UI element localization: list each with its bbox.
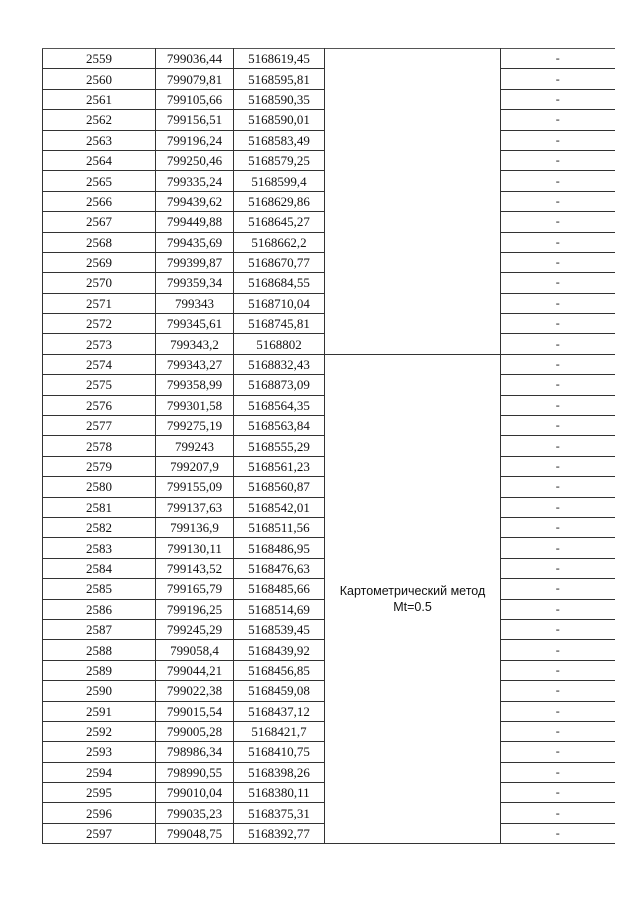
dash-cell: -: [501, 762, 615, 782]
x-coordinate-cell: 799130,11: [156, 538, 234, 558]
dash-cell: -: [501, 273, 615, 293]
x-coordinate-cell: 799048,75: [156, 823, 234, 843]
point-number-cell: 2564: [43, 150, 156, 170]
dash-cell: -: [501, 416, 615, 436]
point-number-cell: 2578: [43, 436, 156, 456]
point-number-cell: 2586: [43, 599, 156, 619]
dash-cell: -: [501, 69, 615, 89]
y-coordinate-cell: 5168629,86: [234, 191, 325, 211]
y-coordinate-cell: 5168684,55: [234, 273, 325, 293]
x-coordinate-cell: 799435,69: [156, 232, 234, 252]
point-number-cell: 2574: [43, 354, 156, 374]
y-coordinate-cell: 5168579,25: [234, 150, 325, 170]
y-coordinate-cell: 5168560,87: [234, 477, 325, 497]
x-coordinate-cell: 799036,44: [156, 49, 234, 69]
x-coordinate-cell: 799196,25: [156, 599, 234, 619]
x-coordinate-cell: 799359,34: [156, 273, 234, 293]
dash-cell: -: [501, 171, 615, 191]
method-accuracy: Mt=0.5: [393, 600, 432, 615]
x-coordinate-cell: 799343,27: [156, 354, 234, 374]
y-coordinate-cell: 5168561,23: [234, 456, 325, 476]
x-coordinate-cell: 799439,62: [156, 191, 234, 211]
y-coordinate-cell: 5168485,66: [234, 579, 325, 599]
y-coordinate-cell: 5168563,84: [234, 416, 325, 436]
y-coordinate-cell: 5168459,08: [234, 681, 325, 701]
x-coordinate-cell: 798990,55: [156, 762, 234, 782]
point-number-cell: 2575: [43, 375, 156, 395]
x-coordinate-cell: 799005,28: [156, 721, 234, 741]
method-cell-empty: [325, 49, 501, 355]
method-cell: [325, 354, 501, 843]
point-number-cell: 2559: [43, 49, 156, 69]
dash-cell: -: [501, 436, 615, 456]
point-number-cell: 2573: [43, 334, 156, 354]
dash-cell: -: [501, 497, 615, 517]
x-coordinate-cell: 799335,24: [156, 171, 234, 191]
dash-cell: -: [501, 354, 615, 374]
point-number-cell: 2565: [43, 171, 156, 191]
dash-cell: -: [501, 252, 615, 272]
x-coordinate-cell: 799358,99: [156, 375, 234, 395]
point-number-cell: 2584: [43, 558, 156, 578]
x-coordinate-cell: 799058,4: [156, 640, 234, 660]
dash-cell: -: [501, 640, 615, 660]
y-coordinate-cell: 5168564,35: [234, 395, 325, 415]
x-coordinate-cell: 799275,19: [156, 416, 234, 436]
point-number-cell: 2576: [43, 395, 156, 415]
point-number-cell: 2582: [43, 517, 156, 537]
method-name: Картометрический метод: [339, 584, 486, 599]
table-row: [43, 49, 615, 69]
dash-cell: -: [501, 742, 615, 762]
dash-cell: -: [501, 803, 615, 823]
x-coordinate-cell: 799343,2: [156, 334, 234, 354]
dash-cell: -: [501, 660, 615, 680]
x-coordinate-cell: 799136,9: [156, 517, 234, 537]
x-coordinate-cell: 799105,66: [156, 89, 234, 109]
dash-cell: -: [501, 212, 615, 232]
dash-cell: -: [501, 334, 615, 354]
dash-cell: -: [501, 232, 615, 252]
y-coordinate-cell: 5168542,01: [234, 497, 325, 517]
dash-cell: -: [501, 395, 615, 415]
x-coordinate-cell: 799044,21: [156, 660, 234, 680]
point-number-cell: 2594: [43, 762, 156, 782]
point-number-cell: 2570: [43, 273, 156, 293]
y-coordinate-cell: 5168873,09: [234, 375, 325, 395]
point-number-cell: 2561: [43, 89, 156, 109]
x-coordinate-cell: 799207,9: [156, 456, 234, 476]
x-coordinate-cell: 799010,04: [156, 783, 234, 803]
dash-cell: -: [501, 681, 615, 701]
point-number-cell: 2567: [43, 212, 156, 232]
dash-cell: -: [501, 191, 615, 211]
y-coordinate-cell: 5168380,11: [234, 783, 325, 803]
dash-cell: -: [501, 130, 615, 150]
point-number-cell: 2588: [43, 640, 156, 660]
y-coordinate-cell: 5168392,77: [234, 823, 325, 843]
x-coordinate-cell: 799015,54: [156, 701, 234, 721]
point-number-cell: 2577: [43, 416, 156, 436]
point-number-cell: 2589: [43, 660, 156, 680]
point-number-cell: 2563: [43, 130, 156, 150]
dash-cell: -: [501, 619, 615, 639]
y-coordinate-cell: 5168662,2: [234, 232, 325, 252]
dash-cell: -: [501, 314, 615, 334]
y-coordinate-cell: 5168595,81: [234, 69, 325, 89]
x-coordinate-cell: 799165,79: [156, 579, 234, 599]
dash-cell: -: [501, 701, 615, 721]
point-number-cell: 2593: [43, 742, 156, 762]
y-coordinate-cell: 5168398,26: [234, 762, 325, 782]
x-coordinate-cell: 798986,34: [156, 742, 234, 762]
point-number-cell: 2583: [43, 538, 156, 558]
x-coordinate-cell: 799156,51: [156, 110, 234, 130]
y-coordinate-cell: 5168514,69: [234, 599, 325, 619]
x-coordinate-cell: 799449,88: [156, 212, 234, 232]
y-coordinate-cell: 5168421,7: [234, 721, 325, 741]
y-coordinate-cell: 5168437,12: [234, 701, 325, 721]
x-coordinate-cell: 799245,29: [156, 619, 234, 639]
y-coordinate-cell: 5168590,01: [234, 110, 325, 130]
point-number-cell: 2597: [43, 823, 156, 843]
dash-cell: -: [501, 477, 615, 497]
y-coordinate-cell: 5168476,63: [234, 558, 325, 578]
point-number-cell: 2569: [43, 252, 156, 272]
x-coordinate-cell: 799079,81: [156, 69, 234, 89]
point-number-cell: 2571: [43, 293, 156, 313]
y-coordinate-cell: 5168670,77: [234, 252, 325, 272]
dash-cell: -: [501, 579, 615, 599]
y-coordinate-cell: 5168439,92: [234, 640, 325, 660]
x-coordinate-cell: 799399,87: [156, 252, 234, 272]
x-coordinate-cell: 799143,52: [156, 558, 234, 578]
y-coordinate-cell: 5168583,49: [234, 130, 325, 150]
point-number-cell: 2587: [43, 619, 156, 639]
table-row: [43, 354, 615, 374]
y-coordinate-cell: 5168486,95: [234, 538, 325, 558]
point-number-cell: 2579: [43, 456, 156, 476]
y-coordinate-cell: 5168645,27: [234, 212, 325, 232]
point-number-cell: 2562: [43, 110, 156, 130]
x-coordinate-cell: 799022,38: [156, 681, 234, 701]
point-number-cell: 2596: [43, 803, 156, 823]
dash-cell: -: [501, 783, 615, 803]
x-coordinate-cell: 799155,09: [156, 477, 234, 497]
x-coordinate-cell: 799035,23: [156, 803, 234, 823]
y-coordinate-cell: 5168511,56: [234, 517, 325, 537]
x-coordinate-cell: 799196,24: [156, 130, 234, 150]
point-number-cell: 2568: [43, 232, 156, 252]
dash-cell: -: [501, 558, 615, 578]
coordinates-table-body: [43, 49, 615, 844]
dash-cell: -: [501, 49, 615, 69]
point-number-cell: 2580: [43, 477, 156, 497]
y-coordinate-cell: 5168539,45: [234, 619, 325, 639]
y-coordinate-cell: 5168590,35: [234, 89, 325, 109]
dash-cell: -: [501, 721, 615, 741]
x-coordinate-cell: 799301,58: [156, 395, 234, 415]
y-coordinate-cell: 5168710,04: [234, 293, 325, 313]
dash-cell: -: [501, 456, 615, 476]
coordinates-table: [42, 48, 615, 844]
y-coordinate-cell: 5168555,29: [234, 436, 325, 456]
x-coordinate-cell: 799137,63: [156, 497, 234, 517]
point-number-cell: 2566: [43, 191, 156, 211]
y-coordinate-cell: 5168745,81: [234, 314, 325, 334]
y-coordinate-cell: 5168619,45: [234, 49, 325, 69]
point-number-cell: 2560: [43, 69, 156, 89]
y-coordinate-cell: 5168410,75: [234, 742, 325, 762]
point-number-cell: 2581: [43, 497, 156, 517]
dash-cell: -: [501, 89, 615, 109]
y-coordinate-cell: 5168599,4: [234, 171, 325, 191]
dash-cell: -: [501, 823, 615, 843]
y-coordinate-cell: 5168832,43: [234, 354, 325, 374]
x-coordinate-cell: 799243: [156, 436, 234, 456]
point-number-cell: 2590: [43, 681, 156, 701]
dash-cell: -: [501, 517, 615, 537]
point-number-cell: 2591: [43, 701, 156, 721]
x-coordinate-cell: 799343: [156, 293, 234, 313]
point-number-cell: 2585: [43, 579, 156, 599]
y-coordinate-cell: 5168456,85: [234, 660, 325, 680]
point-number-cell: 2592: [43, 721, 156, 741]
x-coordinate-cell: 799250,46: [156, 150, 234, 170]
dash-cell: -: [501, 293, 615, 313]
point-number-cell: 2572: [43, 314, 156, 334]
dash-cell: -: [501, 375, 615, 395]
dash-cell: -: [501, 599, 615, 619]
dash-cell: -: [501, 538, 615, 558]
x-coordinate-cell: 799345,61: [156, 314, 234, 334]
point-number-cell: 2595: [43, 783, 156, 803]
dash-cell: -: [501, 150, 615, 170]
y-coordinate-cell: 5168375,31: [234, 803, 325, 823]
dash-cell: -: [501, 110, 615, 130]
y-coordinate-cell: 5168802: [234, 334, 325, 354]
